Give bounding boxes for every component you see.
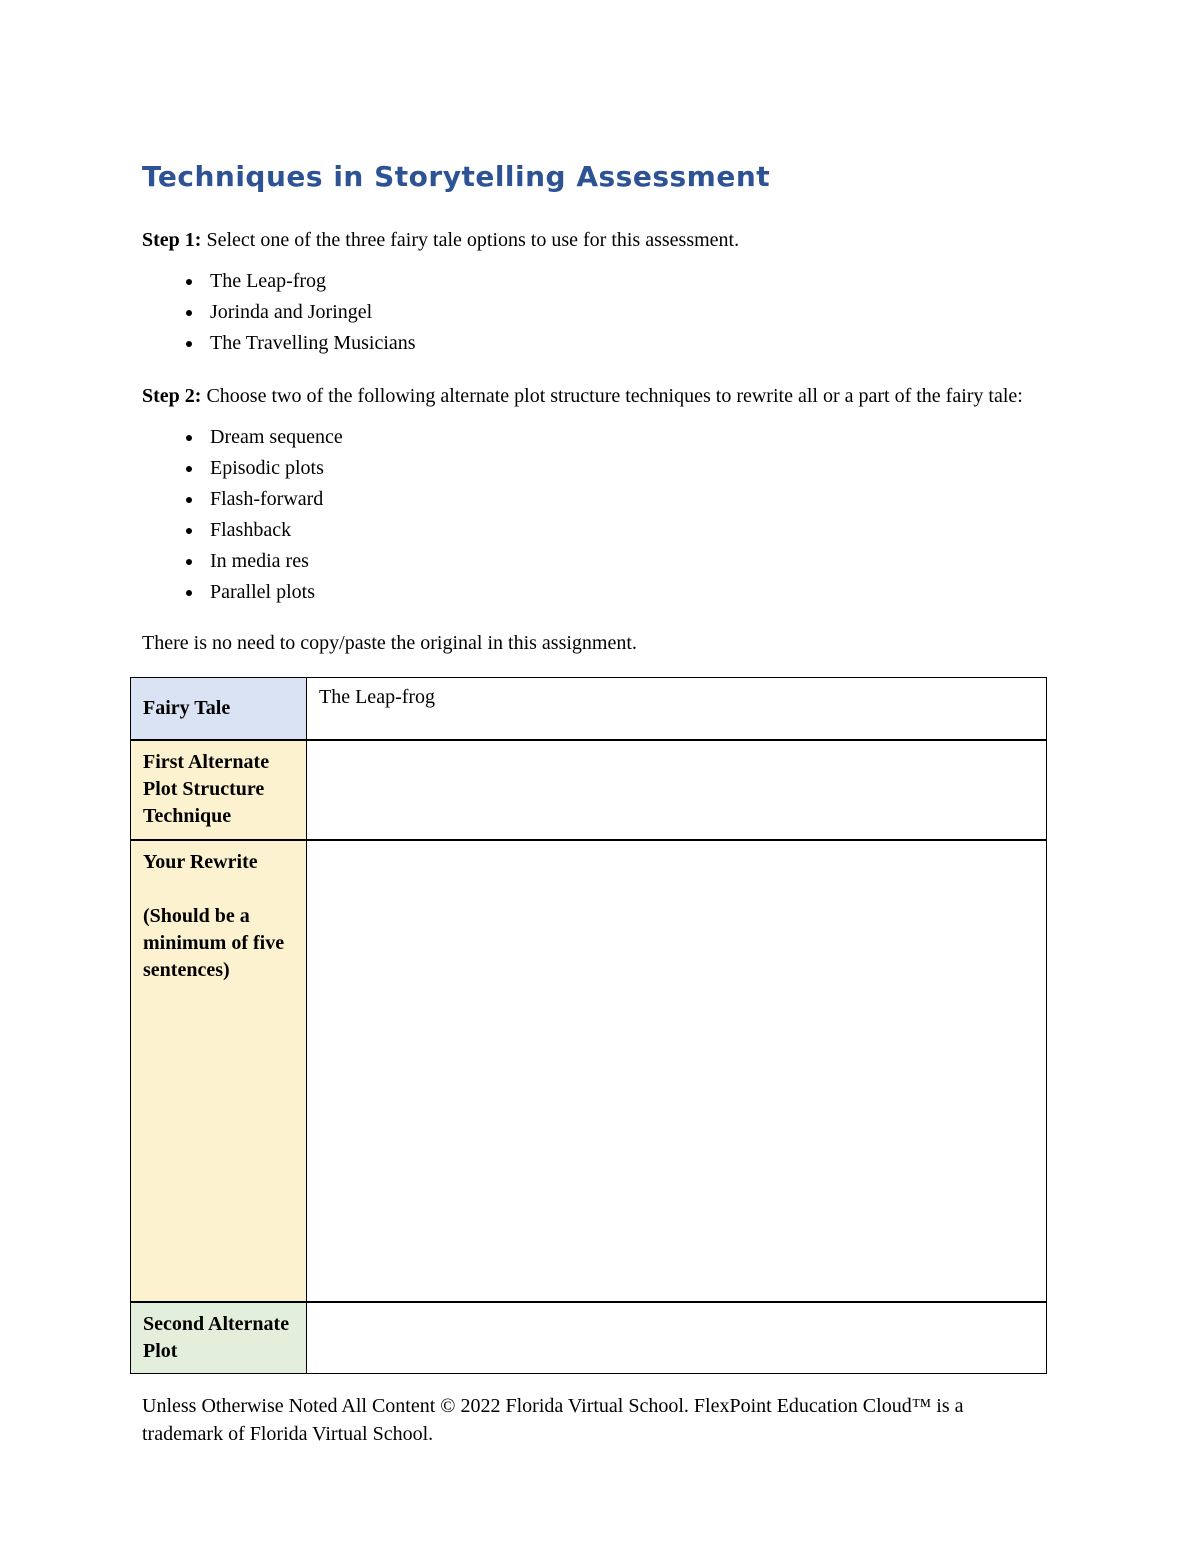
your-rewrite-label-cell xyxy=(131,840,307,1302)
step1-paragraph xyxy=(142,227,1048,254)
table-row-your-rewrite xyxy=(131,840,1047,1302)
second-alternate-label-cell: Second Alternate Plot xyxy=(131,1302,307,1374)
list-item-fairy-tale-option: • The Leap-frog xyxy=(204,268,1050,295)
assessment-answer-table xyxy=(130,677,1047,1374)
list-item-fairy-tale-option: • The Travelling Musicians xyxy=(204,330,1050,357)
step2-label: Step 2: xyxy=(142,385,202,407)
copyright-footer: Unless Otherwise Noted All Content © 2022 Florida Virtual School. FlexPoint Education Cloud™ is a trademark of Florida Virtual School. xyxy=(142,1394,964,1445)
list-item-technique-option: • Flash-forward xyxy=(204,486,1050,513)
list-item-technique-option: • Episodic plots xyxy=(204,455,1050,482)
your-rewrite-label-line2: (Should be a minimum of five sentences) xyxy=(143,904,285,981)
label-spacer xyxy=(143,876,294,903)
first-alternate-value-cell[interactable] xyxy=(307,740,1047,840)
list-item-technique-option: • In media res xyxy=(204,548,1050,575)
plot-technique-options-list xyxy=(142,424,1050,606)
list-item-technique-option: • Flashback xyxy=(204,517,1050,544)
list-item-technique-option: • Dream sequence xyxy=(204,424,1050,451)
fairy-tale-label-cell: Fairy Tale xyxy=(131,678,307,740)
first-alternate-label-cell: First Alternate Plot Structure Technique xyxy=(131,740,307,840)
step1-label: Step 1: xyxy=(142,229,202,251)
your-rewrite-value-cell[interactable] xyxy=(307,840,1047,1302)
fairy-tale-value-cell[interactable]: The Leap-frog xyxy=(307,678,1047,740)
no-copy-note: There is no need to copy/paste the original in this assignment. xyxy=(142,632,637,654)
step2-paragraph xyxy=(142,383,1048,410)
second-alternate-value-cell[interactable] xyxy=(307,1302,1047,1374)
step2-text: Choose two of the following alternate plot structure techniques to rewrite all or a part of the fairy tale: xyxy=(206,385,1023,407)
table-row-first-alternate xyxy=(131,740,1047,840)
table-row-fairy-tale xyxy=(131,678,1047,740)
table-row-second-alternate xyxy=(131,1302,1047,1374)
list-item-fairy-tale-option: • Jorinda and Joringel xyxy=(204,299,1050,326)
fairy-tale-options-list xyxy=(142,268,1050,357)
list-item-technique-option: • Parallel plots xyxy=(204,579,1050,606)
step1-text: Select one of the three fairy tale options to use for this assessment. xyxy=(206,229,740,251)
page-title: Techniques in Storytelling Assessment xyxy=(142,160,771,193)
your-rewrite-label-line1: Your Rewrite xyxy=(143,850,258,873)
